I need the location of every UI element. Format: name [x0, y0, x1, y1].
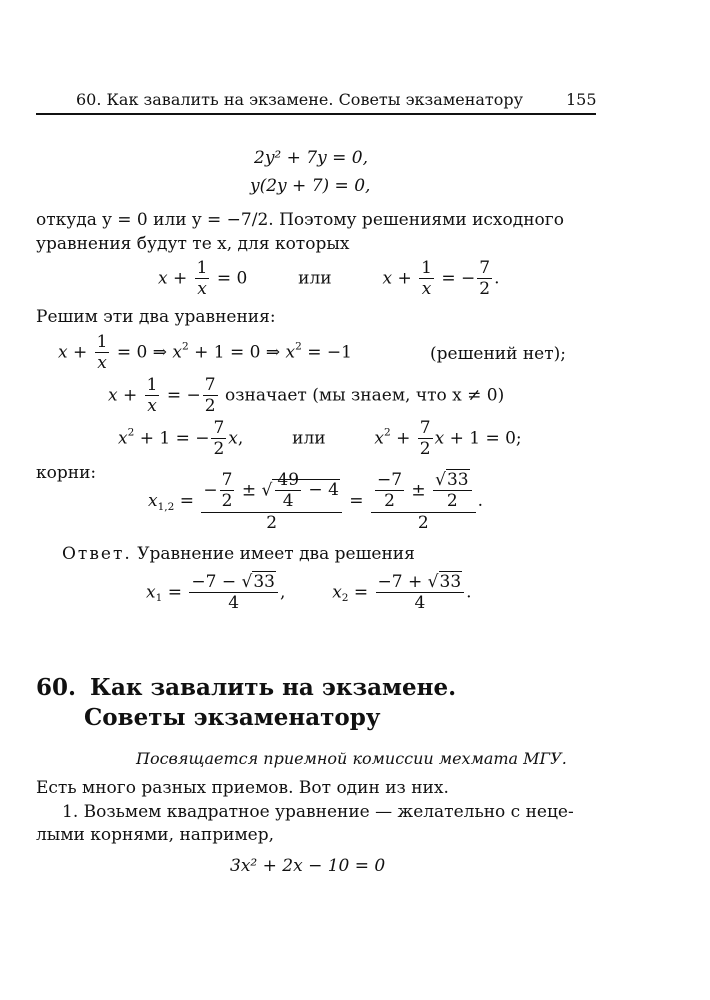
equation-line: 2y² + 7y = 0, [254, 148, 368, 168]
roots-label: корни: [36, 463, 97, 483]
body-line: 1. Возьмем квадратное уравнение — желательно с неце- [62, 802, 574, 822]
body-line: Есть много разных приемов. Вот один из них. [36, 778, 449, 798]
or-word: или [292, 428, 326, 449]
equation-line: y(2y + 7) = 0, [250, 176, 371, 196]
roots-formula: $x_{1,2}$ = − $\frac{7}{2}$ ± √ $\frac{49}{4}$ − 4 2 = $\frac{-7}{2}$ ± $\frac{√33}{2}$ 2 . [148, 470, 483, 533]
answer-line [62, 544, 415, 564]
running-title: 60. Как завалить на экзамене. Советы экзаменатору [76, 90, 524, 109]
paragraph-line: Решим эти два уравнения: [36, 307, 276, 327]
final-equation: 3x² + 2x − 10 = 0 [230, 856, 386, 876]
dedication: Посвящается приемной комиссии мехмата МГУ. [136, 749, 567, 768]
page-number: 155 [566, 90, 597, 109]
or-word: или [298, 268, 332, 289]
paragraph-line: уравнения будут те x, для которых [36, 234, 350, 254]
equation-line: x + $\frac{1}{x}$ = − $\frac{7}{2}$ означает (мы знаем, что x ≠ 0) [108, 375, 505, 417]
header-rule [36, 113, 596, 115]
equation-line: x + $\frac{1}{x}$ = 0 ⇒ $x^2 + 1 = 0$ ⇒ $x^2 = -1$ [58, 332, 352, 374]
section-title-line2: Советы экзаменатору [84, 704, 381, 731]
equation-pair: x + $\frac{1}{x}$ = 0 или x + $\frac{1}{x}$ = − $\frac{7}{2}$ . [158, 258, 500, 300]
paragraph-line: откуда y = 0 или y = −7/2. Поэтому решениями исходного [36, 210, 564, 230]
section-heading [36, 674, 456, 701]
answer-text: Уравнение имеет два решения [137, 544, 415, 564]
answer-label: Ответ. [62, 544, 132, 564]
body-line: лыми корнями, например, [36, 825, 275, 845]
solutions-formula: $x_1$ = $\frac{-7 - √33}{4}$ , $x_2$ = $\frac{-7 + √33}{4}$ . [146, 572, 472, 614]
equation-line: $x^2 + 1$ = − $\frac{7}{2}$ x, или $x^2$ + $\frac{7}{2}$ x + 1 = 0; [118, 418, 522, 460]
equation-comment: означает (мы знаем, что x ≠ 0) [225, 385, 505, 406]
no-solutions-note: (решений нет); [430, 344, 566, 364]
section-title-line1: Как завалить на экзамене. [90, 674, 457, 701]
section-number: 60. [36, 674, 77, 701]
